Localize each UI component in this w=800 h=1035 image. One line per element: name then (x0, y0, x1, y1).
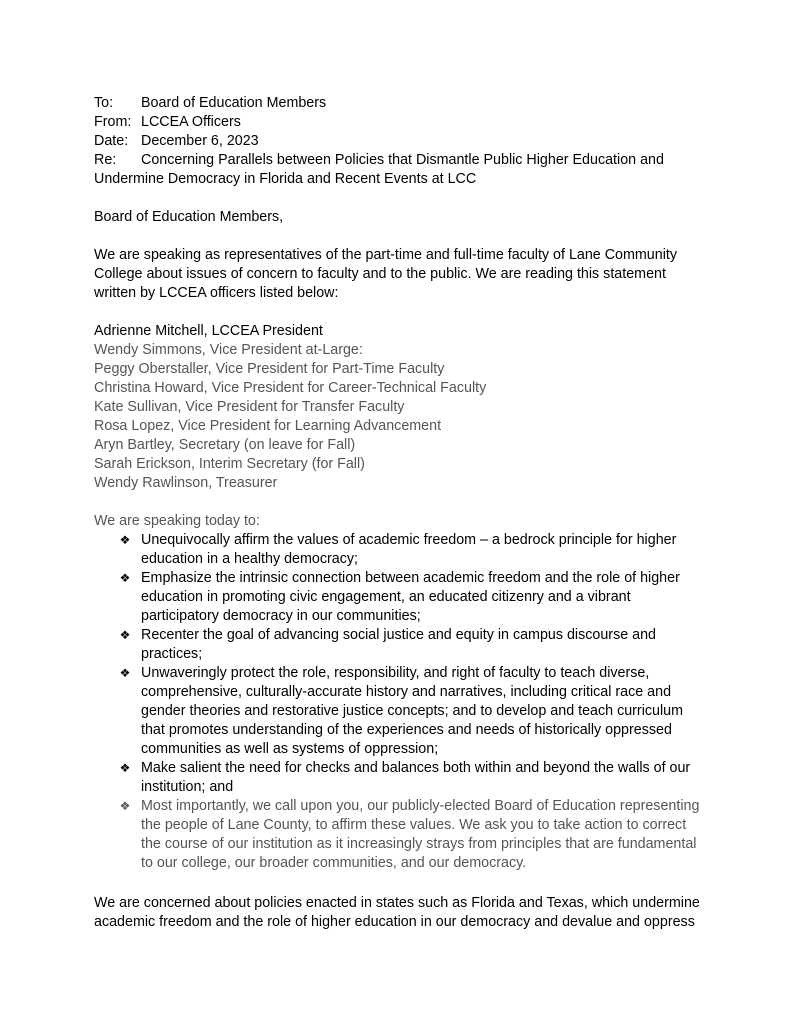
intro-paragraph: We are speaking as representatives of the part-time and full-time faculty of Lane Community College about issues of concern to faculty and to the public. We are reading this statement written by LCCEA officers listed below: (94, 247, 678, 301)
officer-item: Sarah Erickson, Interim Secretary (for Fall) (94, 456, 365, 472)
officers-list (94, 322, 714, 493)
bullet-text: Make salient the need for checks and balances both within and beyond the walls of our institution; and (141, 760, 691, 795)
list-item (94, 759, 709, 797)
officer-item: Kate Sullivan, Vice President for Transfer Faculty (94, 399, 405, 415)
bullet-text: Recenter the goal of advancing social justice and equity in campus discourse and practices; (141, 627, 656, 662)
memo-from-value: LCCEA Officers (141, 114, 241, 130)
officer-item: Aryn Bartley, Secretary (on leave for Fall) (94, 437, 356, 453)
speaking-intro: We are speaking today to: (94, 513, 260, 529)
officer-item: Wendy Simmons, Vice President at-Large: (94, 342, 363, 358)
bullet-text: Unwaveringly protect the role, responsibility, and right of faculty to teach diverse, comprehensive, culturally-accurate history and narratives, including critical race and gender theories and restorative justice concepts; and to develop and teach curriculum that promotes understanding of the experiences and needs of historically oppressed communities as well as systems of oppression; (141, 665, 684, 757)
list-item (94, 569, 709, 626)
officer-item: Adrienne Mitchell, LCCEA President (94, 323, 323, 339)
diamond-bullet-icon: ❖ (119, 571, 131, 585)
memo-date-row (94, 132, 714, 151)
memo-to-row (94, 94, 714, 113)
memo-date-value: December 6, 2023 (141, 133, 259, 149)
bullet-text: Unequivocally affirm the values of academic freedom – a bedrock principle for higher education in a healthy democracy; (141, 532, 677, 567)
closing-paragraph: We are concerned about policies enacted in states such as Florida and Texas, which undermine academic freedom and the role of higher education in our democracy and devalue and oppress (94, 895, 700, 930)
diamond-bullet-icon: ❖ (119, 799, 131, 813)
list-item (94, 797, 709, 873)
officer-item: Wendy Rawlinson, Treasurer (94, 475, 278, 491)
memo-re-label: Re: (94, 152, 117, 168)
memo-re-row (94, 151, 714, 170)
diamond-bullet-icon: ❖ (119, 628, 131, 642)
memo-to-value: Board of Education Members (141, 95, 327, 111)
diamond-bullet-icon: ❖ (119, 761, 131, 775)
list-item (94, 664, 709, 759)
memo-to-label: To: (94, 95, 114, 111)
officer-item: Rosa Lopez, Vice President for Learning Advancement (94, 418, 442, 434)
bullet-text: Emphasize the intrinsic connection between academic freedom and the role of higher education in promoting civic engagement, an educated citizenry and a vibrant participatory democracy in our communities; (141, 570, 680, 624)
diamond-bullet-icon: ❖ (119, 533, 131, 547)
memo-re-value-line2: Undermine Democracy in Florida and Recent Events at LCC (94, 171, 477, 187)
list-item (94, 531, 709, 569)
officer-item: Christina Howard, Vice President for Career-Technical Faculty (94, 380, 487, 396)
memo-from-row (94, 113, 714, 132)
memo-from-label: From: (94, 114, 132, 130)
bullet-list (94, 531, 709, 873)
memo-re-value-line1: Concerning Parallels between Policies that Dismantle Public Higher Education and (141, 152, 664, 168)
memo-date-label: Date: (94, 133, 129, 149)
bullet-text: Most importantly, we call upon you, our publicly-elected Board of Education representing the people of Lane County, to affirm these values. We ask you to take action to correct the course of our institution as it increasingly strays from principles that are fundamental to our college, our broader communities, and our democracy. (141, 798, 700, 871)
officer-item: Peggy Oberstaller, Vice President for Part-Time Faculty (94, 361, 445, 377)
diamond-bullet-icon: ❖ (119, 666, 131, 680)
memo-header (94, 94, 714, 189)
list-item (94, 626, 709, 664)
salutation: Board of Education Members, (94, 209, 284, 225)
